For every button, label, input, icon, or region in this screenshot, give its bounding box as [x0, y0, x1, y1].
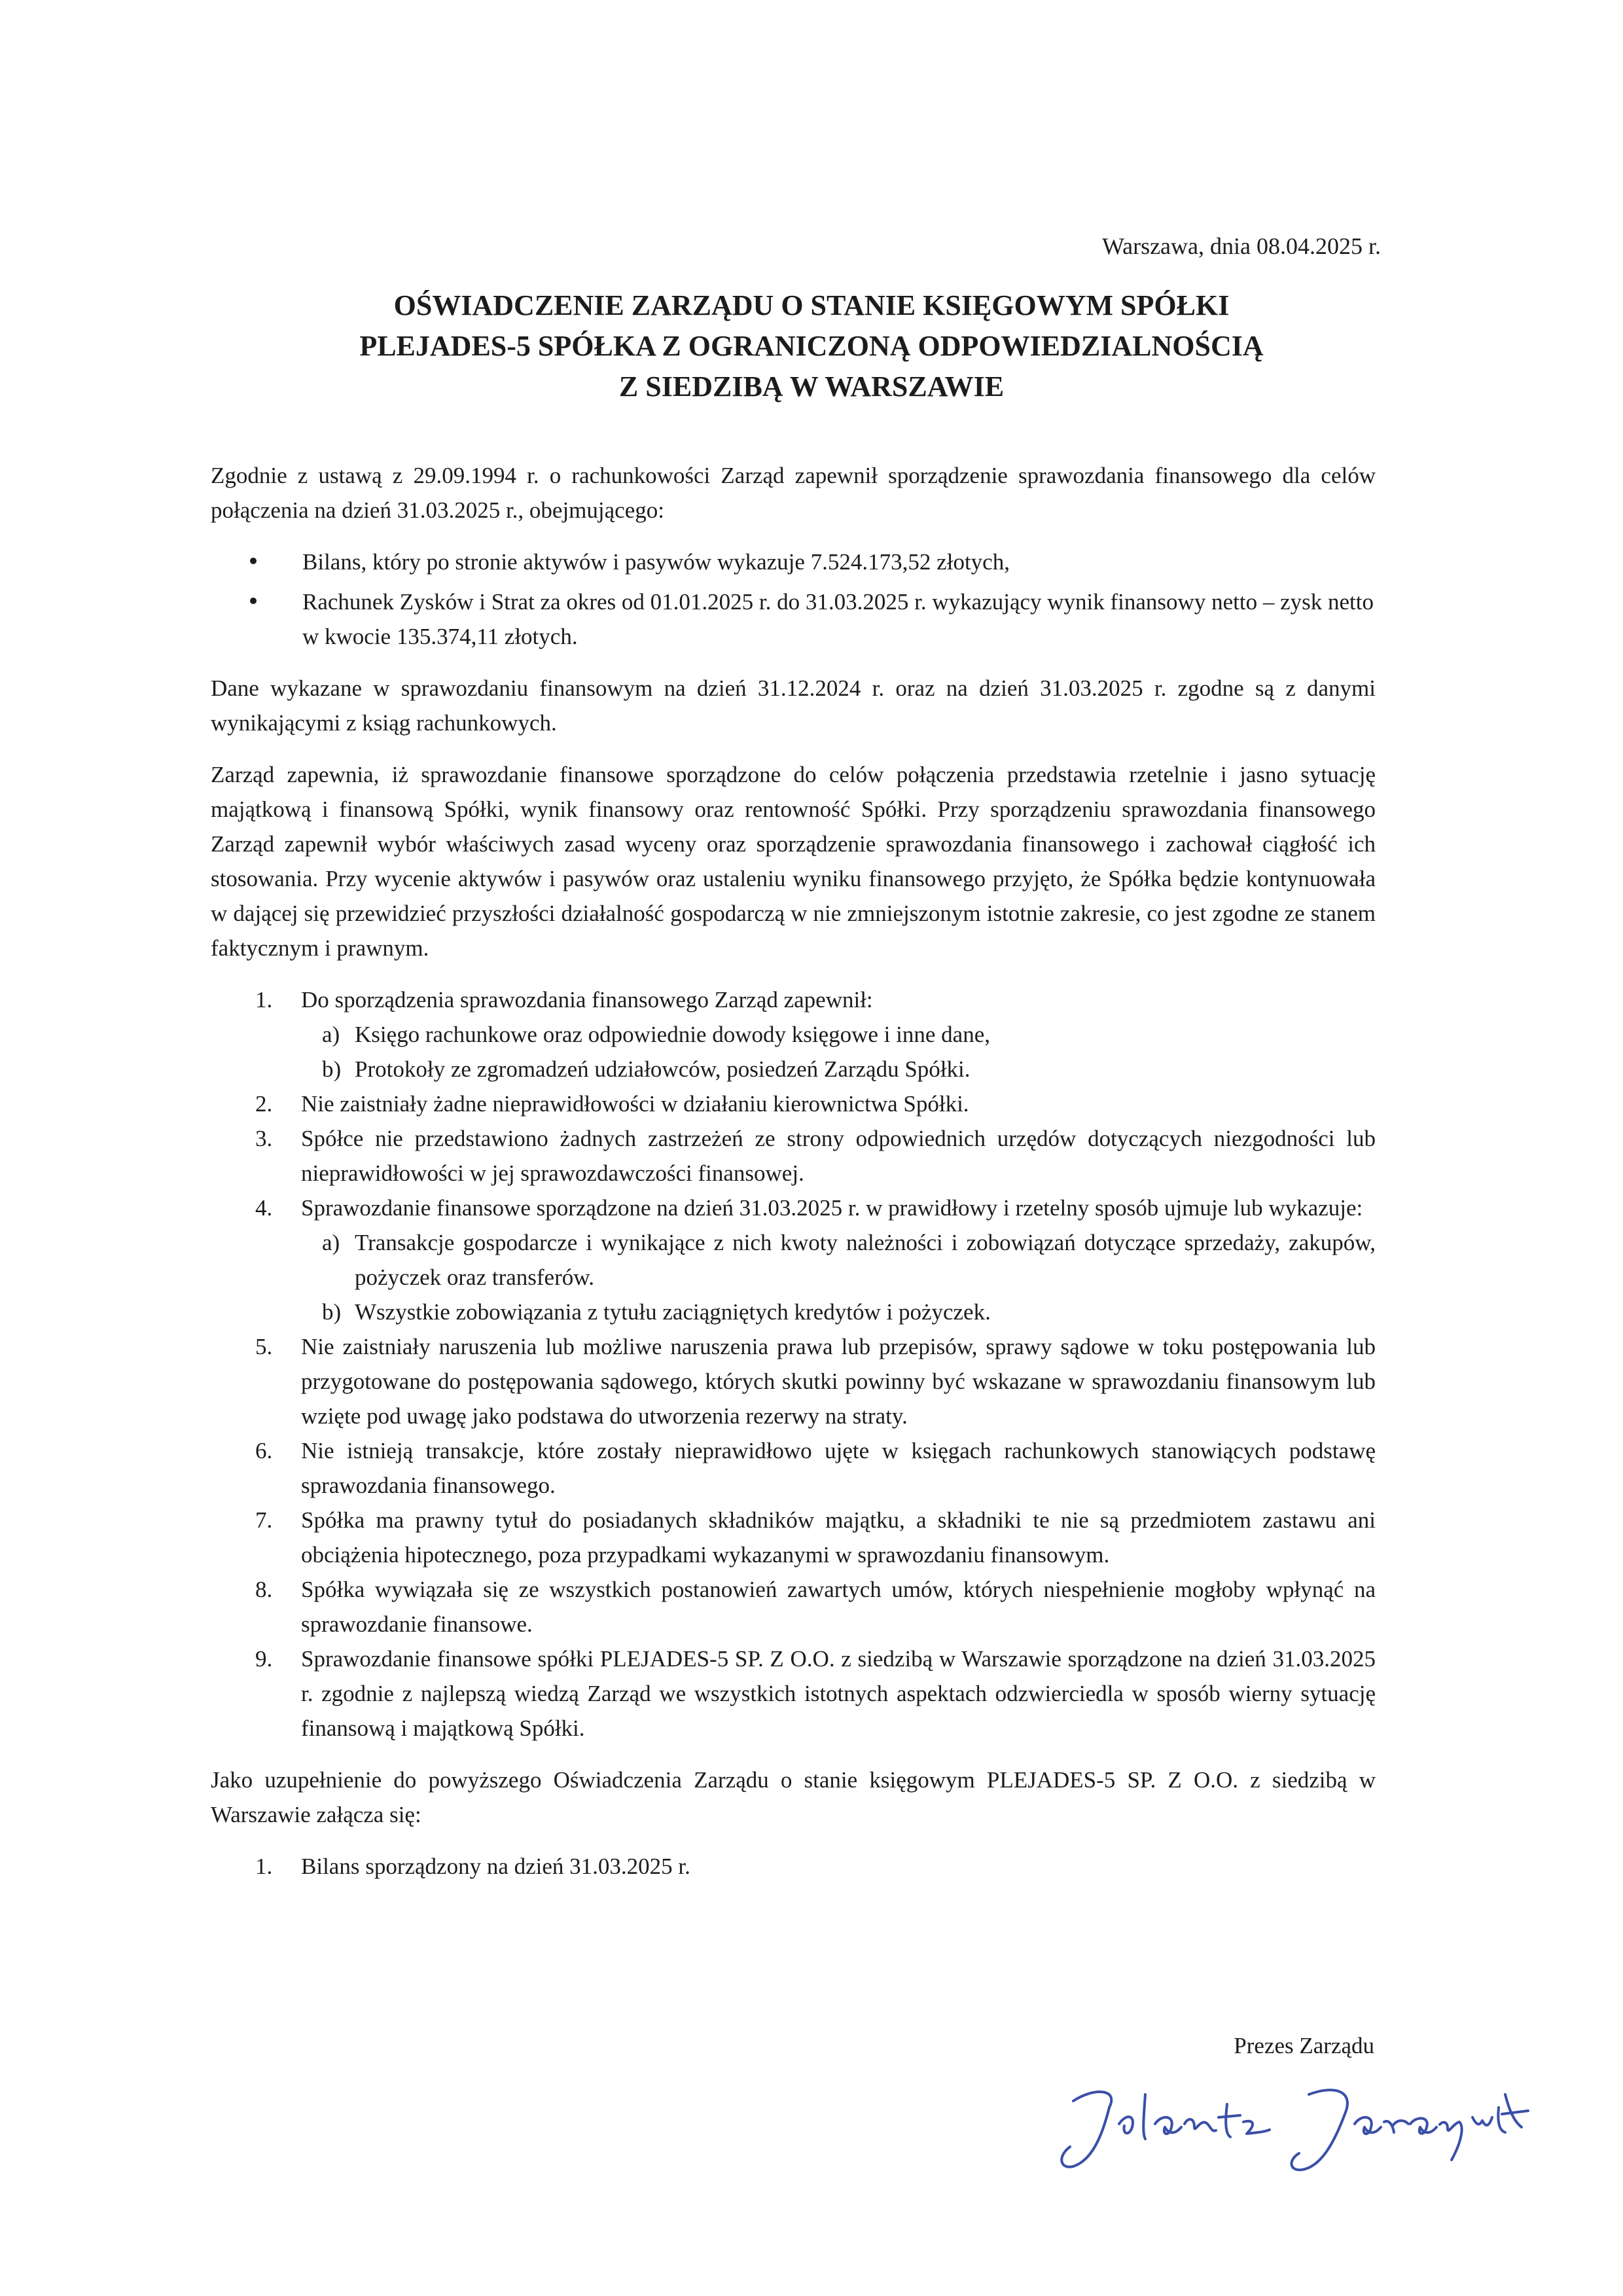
intro-paragraph: Zgodnie z ustawą z 29.09.1994 r. o rachunkowości Zarząd zapewnił sporządzenie sprawozdania finansowego dla celów połączenia na dzień 31.03.2025 r., obejmującego:: [211, 463, 1376, 523]
sub-item: [322, 1225, 1376, 1295]
document-body: [211, 458, 1376, 1901]
signatory-title: Prezes Zarządu: [1234, 2033, 1374, 2058]
numbered-item: [255, 1641, 1376, 1746]
sub-list: [301, 1225, 1376, 1329]
bullet-icon: [250, 598, 257, 604]
sub-text: Protokoły ze zgromadzeń udziałowców, posiedzeń Zarządu Spółki.: [355, 1056, 971, 1082]
sub-text: Księgo rachunkowe oraz odpowiednie dowody księgowe i inne dane,: [355, 1022, 990, 1047]
numbered-item: [255, 1191, 1376, 1329]
sub-letter: a): [322, 1230, 340, 1255]
item-text: Nie zaistniały żadne nieprawidłowości w działaniu kierownictwa Spółki.: [301, 1091, 969, 1117]
sub-list: [301, 1017, 1376, 1086]
sub-item: [322, 1017, 1376, 1052]
item-text: Sprawozdanie finansowe spółki PLEJADES-5 SP. Z O.O. z siedzibą w Warszawie sporządzone na dzień 31.03.2025 r. zgodnie z najlepszą wiedzą Zarząd we wszystkich istotnych aspektach odzwierciedla w sposób wierny sytuację finansową i majątkową Spółki.: [301, 1646, 1376, 1741]
item-text: Sprawozdanie finansowe sporządzone na dzień 31.03.2025 r. w prawidłowy i rzetelny sposób ujmuje lub wykazuje:: [301, 1195, 1363, 1221]
item-text: Nie istnieją transakcje, które zostały nieprawidłowo ujęte w księgach rachunkowych stanowiących podstawę sprawozdania finansowego.: [301, 1438, 1376, 1498]
item-number: 9.: [255, 1646, 273, 1672]
item-number: 1.: [255, 1854, 273, 1879]
board-paragraph: Zarząd zapewnia, iż sprawozdanie finansowe sporządzone do celów połączenia przedstawia rzetelnie i jasno sytuację majątkową i finansową Spółki, wynik finansowy oraz rentowność Spółki. Przy sporządzeniu sprawozdania finansowego Zarząd zapewnił wybór właściwych zasad wyceny oraz sporządzenie sprawozdania finansowego i zachował ciągłość ich stosowania. Przy wycenie aktywów i pasywów oraz ustaleniu wyniku finansowego przyjęto, że Spółka będzie kontynuowała w dającej się przewidzieć przyszłości działalność gospodarczą w nie zmniejszonym istotnie zakresie, co jest zgodne ze stanem faktycznym i prawnym.: [211, 762, 1376, 961]
bullet-text: Bilans, który po stronie aktywów i pasywów wykazuje 7.524.173,52 złotych,: [302, 549, 1010, 575]
item-text: Do sporządzenia sprawozdania finansowego Zarząd zapewnił:: [301, 987, 873, 1013]
bullet-item: [302, 545, 1376, 579]
title-line-1: OŚWIADCZENIE ZARZĄDU O STANIE KSIĘGOWYM SPÓŁKI: [393, 289, 1230, 321]
attachments-paragraph: Jako uzupełnienie do powyższego Oświadczenia Zarządu o stanie księgowym PLEJADES-5 SP. Z O.O. z siedzibą w Warszawie załącza się:: [211, 1767, 1376, 1827]
bullet-icon: [250, 558, 257, 564]
date-line: Warszawa, dnia 08.04.2025 r.: [1102, 233, 1381, 259]
sub-letter: b): [322, 1299, 342, 1325]
sub-item: [322, 1295, 1376, 1329]
title-line-2: PLEJADES-5 SPÓŁKA Z OGRANICZONĄ ODPOWIEDZIALNOŚCIĄ: [359, 330, 1264, 362]
numbered-item: [255, 1433, 1376, 1503]
bullet-list: [211, 545, 1376, 654]
document-title: [196, 285, 1427, 407]
numbered-item: [255, 982, 1376, 1086]
numbered-item: [255, 1086, 1376, 1121]
item-text: Spółka wywiązała się ze wszystkich postanowień zawartych umów, których niespełnienie mogłoby wpłynąć na sprawozdanie finansowe.: [301, 1577, 1376, 1637]
sub-text: Transakcje gospodarcze i wynikające z nich kwoty należności i zobowiązań dotyczące sprzedaży, zakupów, pożyczek oraz transferów.: [355, 1230, 1376, 1290]
numbered-list: [211, 982, 1376, 1746]
sub-letter: b): [322, 1056, 342, 1082]
item-number: 5.: [255, 1334, 273, 1359]
numbered-item: [255, 1121, 1376, 1191]
item-number: 6.: [255, 1438, 273, 1463]
sub-text: Wszystkie zobowiązania z tytułu zaciągniętych kredytów i pożyczek.: [355, 1299, 991, 1325]
item-text: Bilans sporządzony na dzień 31.03.2025 r.: [301, 1854, 690, 1879]
item-text: Nie zaistniały naruszenia lub możliwe naruszenia prawa lub przepisów, sprawy sądowe w toku postępowania lub przygotowane do postępowania sądowego, których skutki powinny być wskazane w sprawozdaniu finansowym lub wzięte pod uwagę jako podstawa do utworzenia rezerwy na straty.: [301, 1334, 1376, 1429]
bullet-text: Rachunek Zysków i Strat za okres od 01.01.2025 r. do 31.03.2025 r. wykazujący wynik finansowy netto – zysk netto w kwocie 135.374,11 złotych.: [302, 589, 1374, 649]
sub-letter: a): [322, 1022, 340, 1047]
item-number: 8.: [255, 1577, 273, 1602]
title-line-3: Z SIEDZIBĄ W WARSZAWIE: [618, 370, 1005, 403]
item-text: Spółce nie przedstawiono żadnych zastrzeżeń ze strony odpowiednich urzędów dotyczących niezgodności lub nieprawidłowości w jej sprawozdawczości finansowej.: [301, 1126, 1376, 1186]
numbered-item: [255, 1503, 1376, 1572]
attachments-list: [211, 1849, 1376, 1884]
item-number: 3.: [255, 1126, 273, 1151]
bullet-item: [302, 584, 1376, 654]
data-paragraph: Dane wykazane w sprawozdaniu finansowym na dzień 31.12.2024 r. oraz na dzień 31.03.2025 r. zgodne są z danymi wynikającymi z ksiąg rachunkowych.: [211, 675, 1376, 736]
sub-item: [322, 1052, 1376, 1086]
item-number: 1.: [255, 987, 273, 1013]
item-number: 2.: [255, 1091, 273, 1117]
item-number: 4.: [255, 1195, 273, 1221]
handwritten-signature: [1047, 2062, 1544, 2186]
item-number: 7.: [255, 1507, 273, 1533]
numbered-item: [255, 1572, 1376, 1641]
numbered-item: [255, 1329, 1376, 1433]
attachment-item: [255, 1849, 1376, 1884]
item-text: Spółka ma prawny tytuł do posiadanych składników majątku, a składniki te nie są przedmiotem zastawu ani obciążenia hipotecznego, poza przypadkami wykazanymi w sprawozdaniu finansowym.: [301, 1507, 1376, 1568]
